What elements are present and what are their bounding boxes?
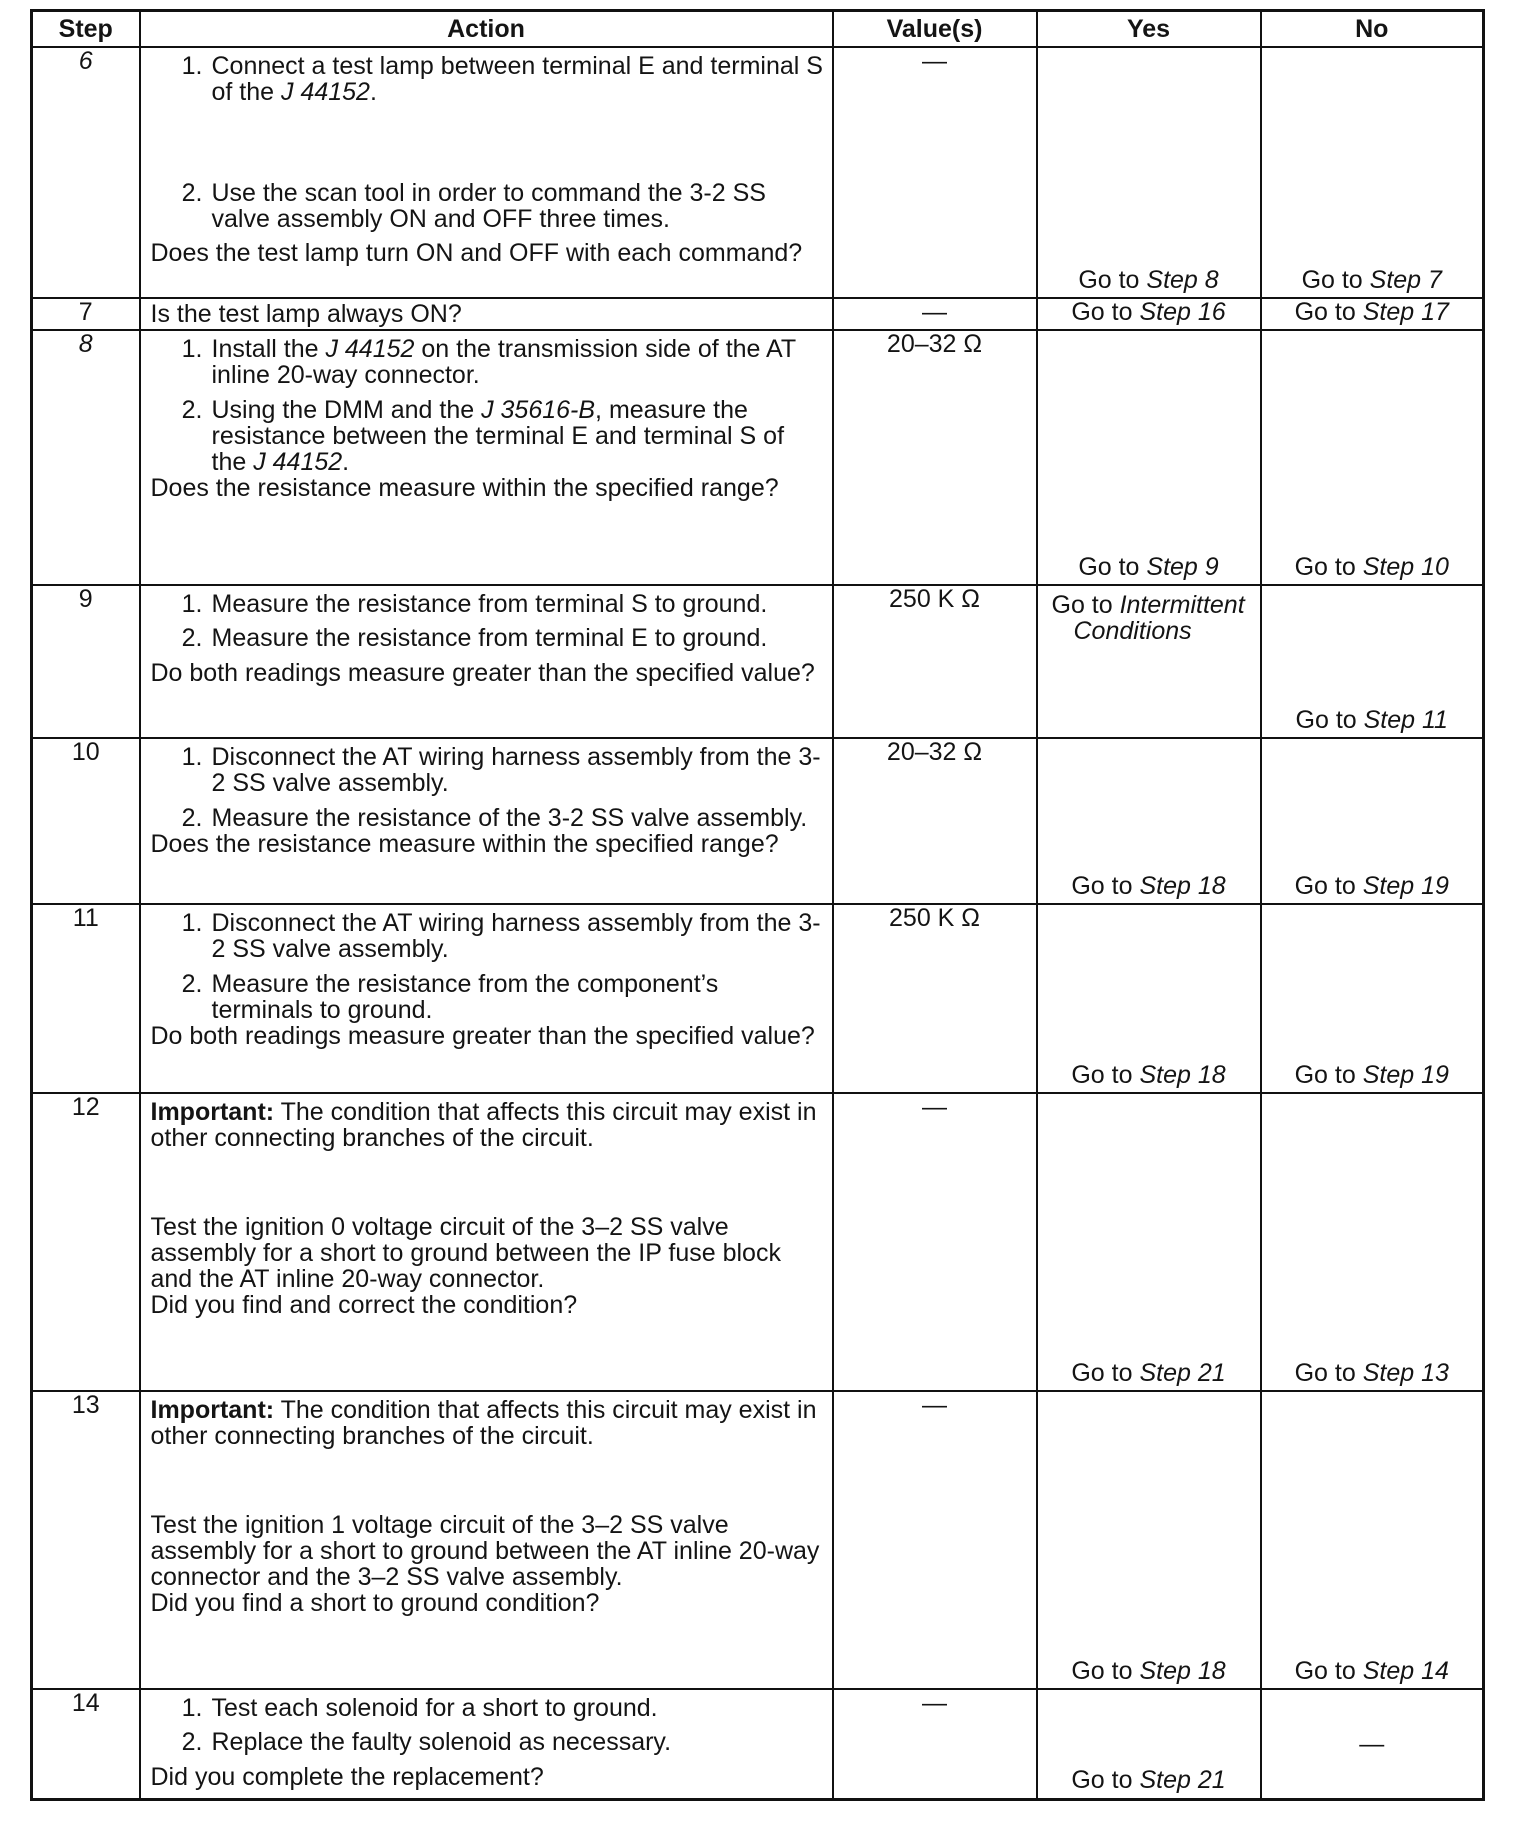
diagnostic-table xyxy=(30,9,1485,1801)
action-cell xyxy=(140,1093,833,1391)
no-link[interactable]: Go to Step 10 xyxy=(1294,552,1449,581)
yes-cell xyxy=(1037,1391,1261,1689)
question-text: Does the resistance measure within the specified range? xyxy=(150,829,779,858)
list-item: 2. Replace the faulty solenoid as necessary. xyxy=(181,1728,672,1757)
yes-cell xyxy=(1037,738,1261,904)
no-link[interactable]: Go to Step 14 xyxy=(1294,1656,1449,1685)
list-item: 2. Use the scan tool in order to command the 3-2 SS valve assembly ON and OFF three times. xyxy=(181,178,766,233)
action-cell xyxy=(140,1689,833,1799)
question-text: Do both readings measure greater than the specified value? xyxy=(150,658,815,687)
step-number: 13 xyxy=(32,1391,140,1689)
question-text: Did you find and correct the condition? xyxy=(150,1291,578,1320)
step-row-6 xyxy=(32,47,1484,298)
list-item: 1. Measure the resistance from terminal S to ground. xyxy=(181,590,768,618)
test-instruction: Test the ignition 0 voltage circuit of the 3–2 SS valve assembly for a short to ground between the IP fuse block and the AT inline 20-way connector. xyxy=(150,1212,781,1293)
action-cell xyxy=(140,1391,833,1689)
yes-link[interactable]: Go to Intermittent Conditions xyxy=(1051,591,1245,646)
no-link[interactable]: Go to Step 19 xyxy=(1294,871,1449,900)
header-values: Value(s) xyxy=(833,11,1037,48)
step-number: 7 xyxy=(32,298,140,330)
step-row-7 xyxy=(32,298,1484,330)
value-cell: — xyxy=(833,1391,1037,1689)
step-number: 11 xyxy=(32,904,140,1093)
yes-cell xyxy=(1037,904,1261,1093)
question-text: Does the test lamp turn ON and OFF with each command? xyxy=(150,239,803,267)
no-link[interactable]: Go to Step 13 xyxy=(1294,1358,1449,1387)
value-cell: 250 K Ω xyxy=(833,904,1037,1093)
yes-link[interactable]: Go to Step 21 xyxy=(1071,1766,1226,1795)
step-row-12 xyxy=(32,1093,1484,1391)
step-number: 6 xyxy=(32,47,140,298)
step-number: 9 xyxy=(32,585,140,738)
tool-reference: J 44152 xyxy=(325,335,415,363)
yes-link[interactable]: Go to Step 18 xyxy=(1071,1060,1226,1089)
no-cell xyxy=(1261,904,1484,1093)
no-value: — xyxy=(1359,1729,1385,1758)
list-item: 1. Disconnect the AT wiring harness assembly from the 3-2 SS valve assembly. xyxy=(181,909,821,964)
header-action: Action xyxy=(140,11,833,48)
value-cell: 20–32 Ω xyxy=(833,330,1037,585)
yes-cell xyxy=(1037,298,1261,330)
header-yes: Yes xyxy=(1037,11,1261,48)
yes-cell xyxy=(1037,1689,1261,1799)
no-link[interactable]: Go to Step 7 xyxy=(1301,265,1442,294)
step-row-8 xyxy=(32,330,1484,585)
question-text: Is the test lamp always ON? xyxy=(150,299,462,328)
yes-link[interactable]: Go to Step 8 xyxy=(1078,265,1219,294)
header-step: Step xyxy=(32,11,140,48)
step-row-10 xyxy=(32,738,1484,904)
important-note: Important: The condition that affects this circuit may exist in other connecting branches of the circuit. xyxy=(150,1098,817,1153)
no-cell xyxy=(1261,738,1484,904)
tool-reference: J 44152 xyxy=(281,78,370,107)
no-link[interactable]: Go to Step 11 xyxy=(1295,705,1448,734)
action-cell xyxy=(140,298,833,330)
question-text: Does the resistance measure within the specified range? xyxy=(150,474,779,503)
action-cell xyxy=(140,738,833,904)
yes-cell xyxy=(1037,585,1261,738)
step-number: 14 xyxy=(32,1689,140,1799)
value-cell: — xyxy=(833,47,1037,298)
action-cell xyxy=(140,47,833,298)
no-link[interactable]: Go to Step 17 xyxy=(1294,297,1449,326)
list-item: 1. Disconnect the AT wiring harness assembly from the 3-2 SS valve assembly. xyxy=(181,743,821,798)
list-item: 2. Measure the resistance of the 3-2 SS valve assembly. xyxy=(181,803,808,832)
step-row-11 xyxy=(32,904,1484,1093)
step-row-13 xyxy=(32,1391,1484,1689)
no-cell xyxy=(1261,298,1484,330)
list-item: 2. Measure the resistance from terminal E to ground. xyxy=(181,624,768,653)
no-cell xyxy=(1261,1093,1484,1391)
tool-reference: J 35616-B xyxy=(481,395,596,424)
no-cell xyxy=(1261,1391,1484,1689)
step-number: 12 xyxy=(32,1093,140,1391)
value-cell: — xyxy=(833,1093,1037,1391)
no-cell xyxy=(1261,47,1484,298)
no-link[interactable]: Go to Step 19 xyxy=(1294,1060,1449,1089)
question-text: Did you complete the replacement? xyxy=(150,1762,544,1791)
yes-cell xyxy=(1037,47,1261,298)
action-cell xyxy=(140,585,833,738)
value-cell: 250 K Ω xyxy=(833,585,1037,738)
header-row xyxy=(32,11,1484,48)
yes-link[interactable]: Go to Step 18 xyxy=(1071,1656,1226,1685)
list-item: 2. Measure the resistance from the component’s terminals to ground. xyxy=(181,969,719,1024)
action-cell xyxy=(140,904,833,1093)
list-item: 1. Connect a test lamp between terminal E and terminal S of the J 44152. xyxy=(181,52,823,107)
list-item: 1. Test each solenoid for a short to ground. xyxy=(181,1694,658,1722)
yes-cell xyxy=(1037,1093,1261,1391)
step-number: 10 xyxy=(32,738,140,904)
step-row-14 xyxy=(32,1689,1484,1799)
action-cell xyxy=(140,330,833,585)
no-cell xyxy=(1261,585,1484,738)
list-item: 1. Install the J 44152 on the transmission side of the AT inline 20-way connector. xyxy=(181,335,796,390)
value-cell: — xyxy=(833,1689,1037,1799)
value-cell: — xyxy=(833,298,1037,330)
no-cell xyxy=(1261,330,1484,585)
test-instruction: Test the ignition 1 voltage circuit of the 3–2 SS valve assembly for a short to ground between the AT inline 20-way connector and the 3–2 SS valve assembly. xyxy=(150,1510,820,1591)
question-text: Do both readings measure greater than the specified value? xyxy=(150,1022,815,1050)
list-item: 2. Using the DMM and the J 35616-B, measure the resistance between the terminal E and terminal S of the J 44152. xyxy=(181,395,785,476)
question-text: Did you find a short to ground condition? xyxy=(150,1589,600,1618)
tool-reference: J 44152 xyxy=(253,448,343,476)
step-number: 8 xyxy=(32,330,140,585)
step-row-9 xyxy=(32,585,1484,738)
yes-link[interactable]: Go to Step 16 xyxy=(1071,297,1226,326)
yes-cell xyxy=(1037,330,1261,585)
value-cell: 20–32 Ω xyxy=(833,738,1037,904)
important-note: Important: The condition that affects this circuit may exist in other connecting branches of the circuit. xyxy=(150,1396,817,1451)
no-cell xyxy=(1261,1689,1484,1799)
yes-link[interactable]: Go to Step 9 xyxy=(1078,552,1219,581)
yes-link[interactable]: Go to Step 18 xyxy=(1071,871,1226,900)
header-no: No xyxy=(1261,11,1484,48)
yes-link[interactable]: Go to Step 21 xyxy=(1071,1358,1226,1387)
